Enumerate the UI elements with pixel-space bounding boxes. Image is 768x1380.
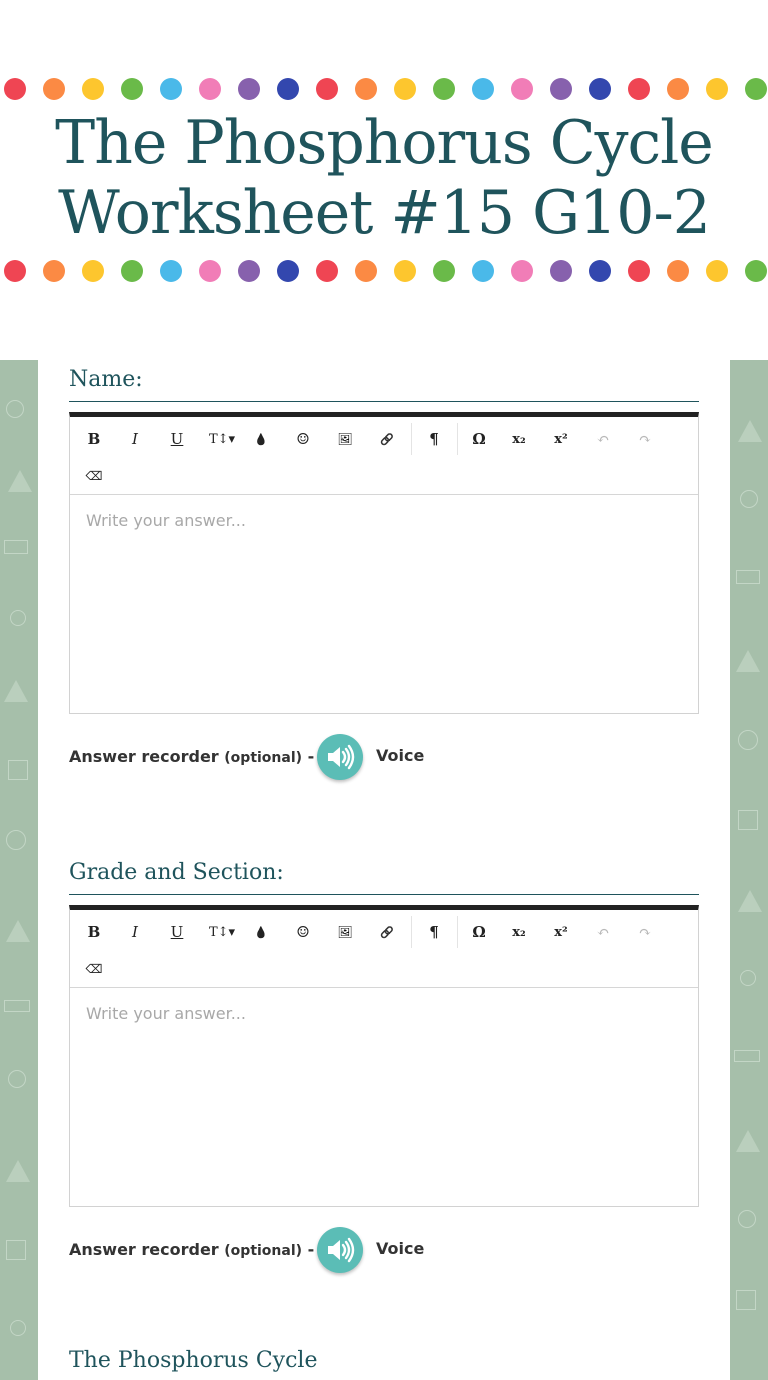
right-decorative-panel (730, 360, 768, 1380)
speaker-icon (325, 1237, 355, 1263)
bold-button[interactable]: B (87, 430, 101, 448)
speaker-icon (325, 744, 355, 770)
italic-button[interactable]: I (132, 430, 138, 448)
decorative-dot (667, 260, 689, 282)
voice-record-button[interactable] (317, 1227, 363, 1273)
decorative-dot (277, 78, 299, 100)
decorative-dot (589, 78, 611, 100)
decorative-dot (394, 78, 416, 100)
decorative-dot (82, 78, 104, 100)
decorative-dot (316, 78, 338, 100)
decorative-dot (511, 260, 533, 282)
paragraph-button[interactable]: ¶ (429, 923, 439, 941)
link-button[interactable]: 🔗 (380, 925, 394, 939)
decorative-dot (238, 78, 260, 100)
decorative-dot (82, 260, 104, 282)
recorder-label: Answer recorder (optional) - (69, 1240, 315, 1259)
decorative-dot (238, 260, 260, 282)
decorative-dot (745, 260, 767, 282)
decorative-dot (121, 78, 143, 100)
editor-toolbar (70, 417, 698, 495)
title-line-2: Worksheet #15 G10-2 (58, 178, 710, 248)
decorative-dot (4, 78, 26, 100)
special-char-button[interactable]: Ω (472, 923, 486, 941)
question-label: Grade and Section: (69, 853, 699, 895)
recorder-label: Answer recorder (optional) - (69, 747, 315, 766)
underline-button[interactable]: U (170, 923, 184, 941)
worksheet-content (38, 360, 730, 1380)
decorative-dot (394, 260, 416, 282)
decorative-dot (121, 260, 143, 282)
image-button[interactable]: 🖼 (337, 925, 353, 939)
decorative-dot (628, 260, 650, 282)
decorative-dot (706, 260, 728, 282)
answer-recorder (69, 734, 699, 780)
decorative-dot (628, 78, 650, 100)
paragraph-button[interactable]: ¶ (429, 430, 439, 448)
question-grade-section (69, 853, 699, 1273)
decorative-dot (43, 260, 65, 282)
decorative-dot (511, 78, 533, 100)
italic-button[interactable]: I (132, 923, 138, 941)
decorative-dot (667, 78, 689, 100)
decorative-dot (316, 260, 338, 282)
decorative-dot (589, 260, 611, 282)
decorative-dot (433, 78, 455, 100)
superscript-button[interactable]: x² (554, 431, 568, 447)
text-size-button[interactable]: T↕▾ (208, 924, 236, 940)
voice-label: Voice (376, 1239, 425, 1258)
decorative-dot (277, 260, 299, 282)
editor-toolbar (70, 910, 698, 988)
emoji-button[interactable]: ☺ (296, 430, 310, 448)
redo-button[interactable]: ↷ (638, 923, 652, 941)
decorative-dot (160, 78, 182, 100)
decorative-dot (4, 260, 26, 282)
decorative-dot (199, 78, 221, 100)
dot-row-top (0, 78, 768, 100)
underline-button[interactable]: U (170, 430, 184, 448)
undo-button[interactable]: ↶ (596, 923, 610, 941)
image-button[interactable]: 🖼 (337, 432, 353, 446)
question-name (69, 360, 699, 780)
worksheet-title (0, 108, 768, 248)
decorative-dot (43, 78, 65, 100)
bold-button[interactable]: B (87, 923, 101, 941)
subscript-button[interactable]: x₂ (512, 924, 526, 940)
decorative-dot (355, 78, 377, 100)
decorative-dot (433, 260, 455, 282)
clear-format-button[interactable]: ⌫ (85, 469, 103, 483)
link-button[interactable]: 🔗 (380, 432, 394, 446)
special-char-button[interactable]: Ω (472, 430, 486, 448)
subscript-button[interactable]: x₂ (512, 431, 526, 447)
worksheet-header (0, 0, 768, 360)
voice-label: Voice (376, 746, 425, 765)
emoji-button[interactable]: ☺ (296, 923, 310, 941)
section-heading: The Phosphorus Cycle (69, 1348, 318, 1373)
decorative-dot (472, 78, 494, 100)
undo-button[interactable]: ↶ (596, 430, 610, 448)
rich-text-editor (69, 412, 699, 714)
voice-record-button[interactable] (317, 734, 363, 780)
text-color-button[interactable]: 💧 (254, 432, 268, 446)
left-decorative-panel (0, 360, 38, 1380)
answer-input[interactable]: Write your answer... (86, 1004, 246, 1023)
redo-button[interactable]: ↷ (638, 430, 652, 448)
decorative-dot (199, 260, 221, 282)
dot-row-bottom (0, 260, 768, 282)
decorative-dot (550, 78, 572, 100)
question-label: Name: (69, 360, 699, 402)
decorative-dot (550, 260, 572, 282)
superscript-button[interactable]: x² (554, 924, 568, 940)
title-line-1: The Phosphorus Cycle (55, 108, 713, 178)
rich-text-editor (69, 905, 699, 1207)
answer-input[interactable]: Write your answer... (86, 511, 246, 530)
answer-recorder (69, 1227, 699, 1273)
text-size-button[interactable]: T↕▾ (208, 431, 236, 447)
clear-format-button[interactable]: ⌫ (85, 962, 103, 976)
text-color-button[interactable]: 💧 (254, 925, 268, 939)
decorative-dot (706, 78, 728, 100)
decorative-dot (160, 260, 182, 282)
decorative-dot (472, 260, 494, 282)
decorative-dot (355, 260, 377, 282)
decorative-dot (745, 78, 767, 100)
